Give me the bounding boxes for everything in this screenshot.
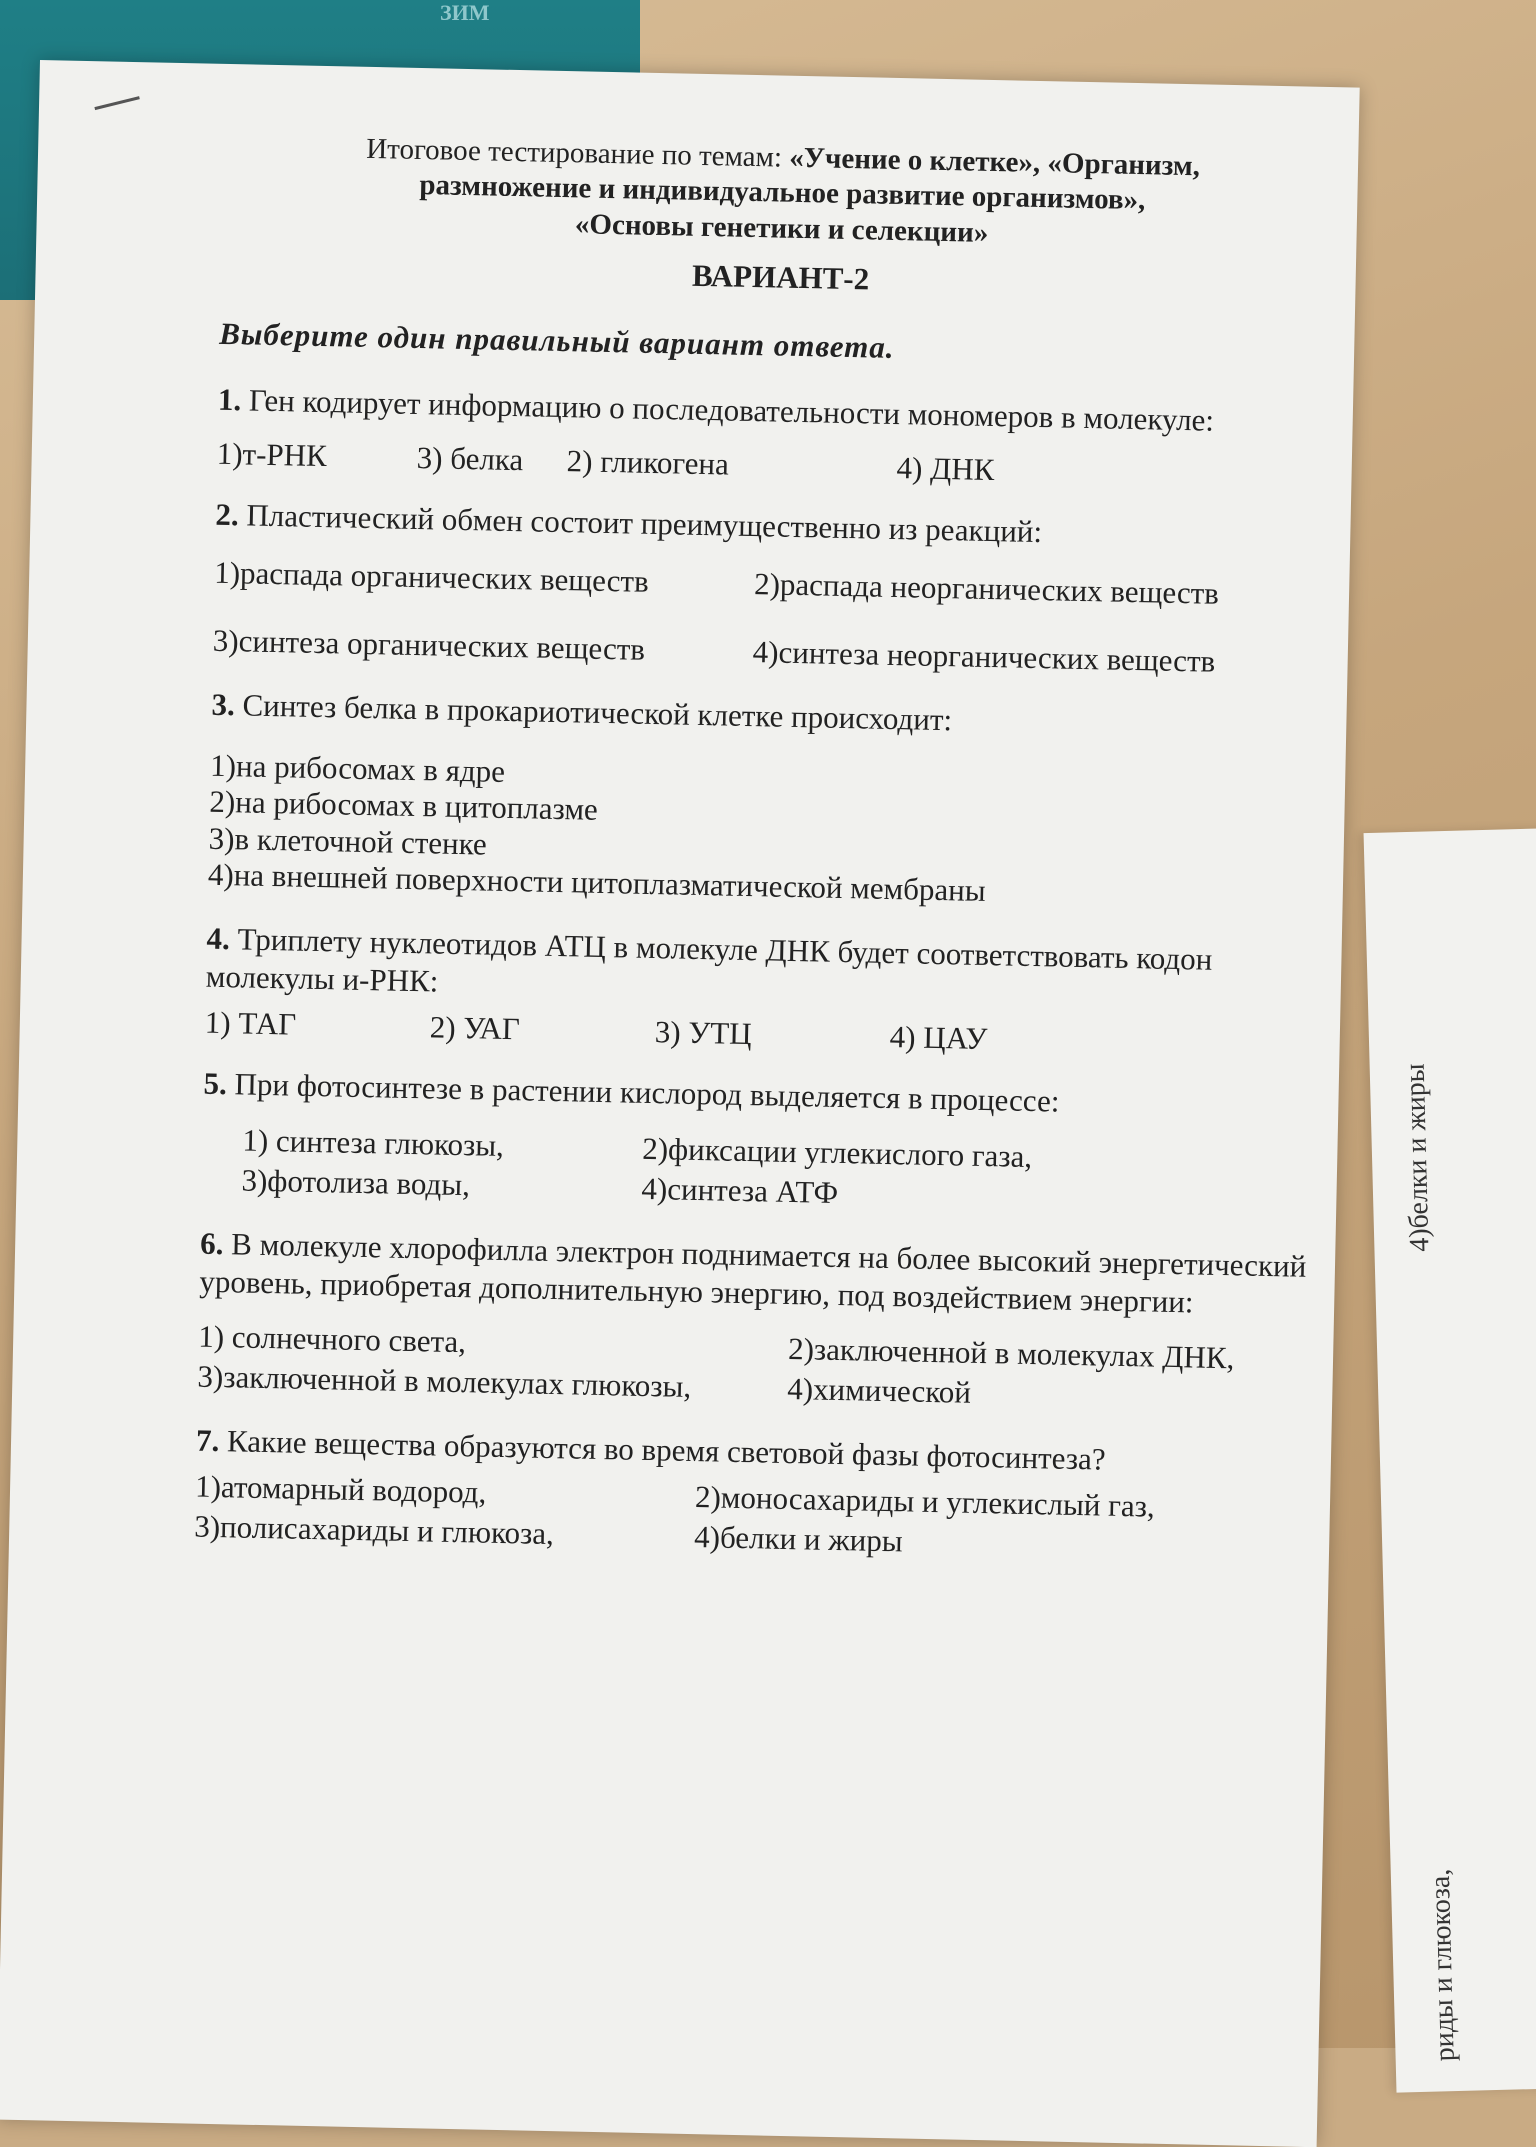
question-2-options: [212, 554, 1334, 683]
answer-option: 3)фотолиза воды,: [241, 1162, 471, 1203]
answer-option: 3) УТЦ: [654, 1013, 753, 1051]
answer-option: 4)синтеза АТФ: [641, 1170, 839, 1210]
variant-title: ВАРИАНТ-2: [691, 257, 870, 297]
test-sheet: [0, 60, 1360, 2147]
question-6-options: [197, 1318, 1318, 1419]
side-sheet-text-upper: 4)белки и жиры: [1399, 1063, 1436, 1253]
answer-option: 2)распада неорганических веществ: [753, 566, 1220, 611]
folder-text: ЗИМ: [440, 0, 490, 25]
answer-option: 1) ТАГ: [204, 1004, 297, 1042]
answer-option: 3) белка: [416, 439, 524, 477]
answer-option: 1) синтеза глюкозы,: [242, 1122, 505, 1164]
question-1: [218, 381, 1339, 442]
question-7-options: [194, 1467, 1315, 1568]
answer-option: 2)фиксации углекислого газа,: [641, 1131, 1033, 1175]
question-text: Синтез белка в прокариотической клетке происходит:: [242, 687, 953, 738]
question-5: [203, 1065, 1324, 1126]
question-text: При фотосинтезе в растении кислород выделяется в процессе:: [234, 1066, 1060, 1119]
question-text: В молекуле хлорофилла электрон поднимается на более высокий энергетический уровень, приобретая дополнительную энергию, под воздействием энергии:: [199, 1226, 1307, 1320]
question-text: Какие вещества образуются во время световой фазы фотосинтеза?: [226, 1423, 1106, 1477]
answer-option: 2)заключенной в молекулах ДНК,: [787, 1331, 1235, 1376]
answer-option: 2) гликогена: [566, 442, 730, 482]
answer-option: 4)белки и жиры: [693, 1518, 904, 1559]
question-1-options: [216, 434, 1337, 495]
answer-option: 4)синтеза неорганических веществ: [752, 634, 1216, 679]
question-5-options: [201, 1121, 1322, 1222]
side-sheet-text-lower: риды и глюкоза,: [1424, 1868, 1461, 2062]
question-number: 4.: [206, 920, 231, 957]
answer-option: 2)на рибосомах в цитоплазме: [209, 783, 599, 828]
header-line-3: «Основы генетики и селекции»: [574, 207, 989, 249]
answer-option: 4)химической: [786, 1371, 972, 1411]
question-3-options: [208, 747, 1331, 917]
question-3: [211, 686, 1332, 747]
sheet-content: [193, 129, 1343, 1595]
answer-option: 3)полисахариды и глюкоза,: [193, 1508, 555, 1551]
question-2: [215, 496, 1336, 557]
answer-option: 3)синтеза органических веществ: [212, 622, 646, 667]
answer-option: 1)распада органических веществ: [213, 554, 650, 600]
answer-option: 4) ДНК: [896, 449, 995, 487]
answer-option: 4) ЦАУ: [889, 1018, 988, 1056]
answer-option: 1)атомарный водород,: [194, 1468, 487, 1510]
answer-option: 3)в клеточной стенке: [208, 820, 488, 862]
answer-option: 2) УАГ: [429, 1008, 521, 1046]
answer-option: 3)заключенной в молекулах глюкозы,: [197, 1358, 692, 1405]
pen-mark: [94, 96, 139, 110]
question-6: [199, 1224, 1320, 1323]
question-text: Пластический обмен состоит преимущественно из реакций:: [246, 497, 1043, 550]
question-number: 5.: [203, 1066, 228, 1102]
header-line-1-bold: «Учение о клетке», «Организм,: [788, 141, 1201, 183]
question-number: 6.: [199, 1225, 224, 1261]
question-number: 2.: [215, 497, 240, 533]
test-header: [221, 129, 1343, 259]
question-text: Ген кодирует информацию о последовательности мономеров в молекуле:: [248, 382, 1215, 438]
question-text: Триплету нуклеотидов АТЦ в молекуле ДНК будет соответствовать кодон молекулы и-РНК:: [205, 921, 1213, 999]
answer-option: 1)на рибосомах в ядре: [209, 747, 506, 789]
answer-option: 1) солнечного света,: [197, 1319, 467, 1360]
question-4: [205, 920, 1326, 1019]
answer-option: 4)на внешней поверхности цитоплазматической мембраны: [207, 857, 987, 909]
answer-option: 2)моносахариды и углекислый газ,: [694, 1478, 1156, 1524]
question-number: 1.: [217, 381, 242, 418]
header-line-2: размножение и индивидуальное развитие организмов»,: [419, 169, 1146, 217]
header-line-1-normal: Итоговое тестирование по темам:: [365, 132, 790, 174]
answer-option: 1)т-РНК: [216, 435, 328, 473]
question-number: 7.: [195, 1422, 220, 1459]
instruction: Выберите один правильный вариант ответа.: [218, 315, 895, 365]
question-number: 3.: [211, 686, 236, 723]
